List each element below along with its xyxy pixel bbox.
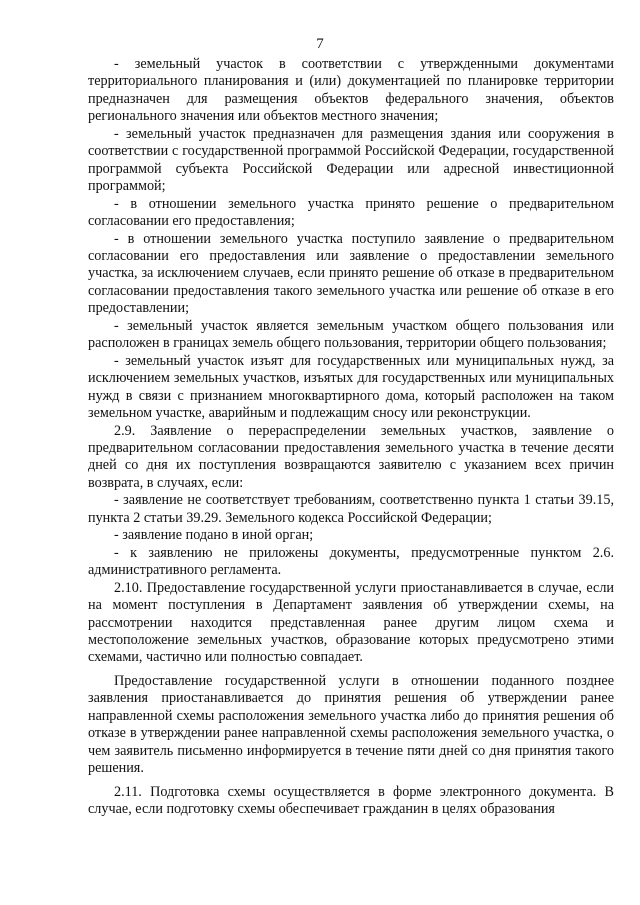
list-item: - земельный участок является земельным участком общего пользования или расположен в границах земель общего пользования, территории общего пользования;: [88, 317, 614, 352]
list-item: - земельный участок изъят для государственных или муниципальных нужд, за исключением земельных участков, изъятых для государственных или муниципальных нужд в связи с признанием многоквартирного дома, который расположен на таком земельном участке, аварийным и подлежащим сносу или реконструкции.: [88, 352, 614, 422]
list-item: - земельный участок предназначен для размещения здания или сооружения в соответствии с государственной программой Российской Федерации, государственной программой субъекта Российской Федерации или адресной инвестиционной программой;: [88, 125, 614, 195]
paragraph: 2.10. Предоставление государственной услуги приостанавливается в случае, если на момент поступления в Департамент заявления об утверждении схемы, на рассмотрении находится представленная ранее другим лицом схема и местоположение земельных участков, образование которых предусмотрено этими схемами, частично или полностью совпадает.: [88, 579, 614, 666]
list-item: - в отношении земельного участка принято решение о предварительном согласовании его предоставления;: [88, 195, 614, 230]
paragraph: Предоставление государственной услуги в отношении поданного позднее заявления приостанавливается до принятия решения об утверждении ранее направленной схемы расположения земельного участка либо до принятия решения об отказе в утверждении ранее направленной схемы расположения земельного участка, о чем заявитель письменно информируется в течение пяти дней со дня принятия такого решения.: [88, 672, 614, 777]
paragraph: 2.11. Подготовка схемы осуществляется в форме электронного документа. В случае, если подготовку схемы обеспечивает гражданин в целях образования: [88, 783, 614, 818]
page-number: 7: [316, 36, 324, 52]
paragraph: 2.9. Заявление о перераспределении земельных участков, заявление о предварительном согласовании предоставления земельного участка в течение десяти дней со дня их поступления возвращаются заявителю с указанием всех причин возврата, в случаях, если:: [88, 422, 614, 491]
list-item: - в отношении земельного участка поступило заявление о предварительном согласовании его предоставления или заявление о предоставлении земельного участка, за исключением случаев, если принято решение об отказе в предварительном согласовании предоставления такого земельного участка или решение об отказе в его предоставлении;: [88, 230, 614, 317]
list-item: - заявление подано в иной орган;: [114, 527, 314, 544]
list-item: - заявление не соответствует требованиям, соответственно пункта 1 статьи 39.15, пункта 2 статьи 39.29. Земельного кодекса Российской Федерации;: [88, 492, 614, 526]
document-body: [88, 56, 614, 818]
list-item: - земельный участок в соответствии с утвержденными документами территориального планирования и (или) документацией по планировке территории предназначен для размещения объектов федерального значения, объектов регионального значения или объектов местного значения;: [88, 56, 614, 125]
list-item: - к заявлению не приложены документы, предусмотренные пунктом 2.6. административного регламента.: [88, 544, 614, 579]
